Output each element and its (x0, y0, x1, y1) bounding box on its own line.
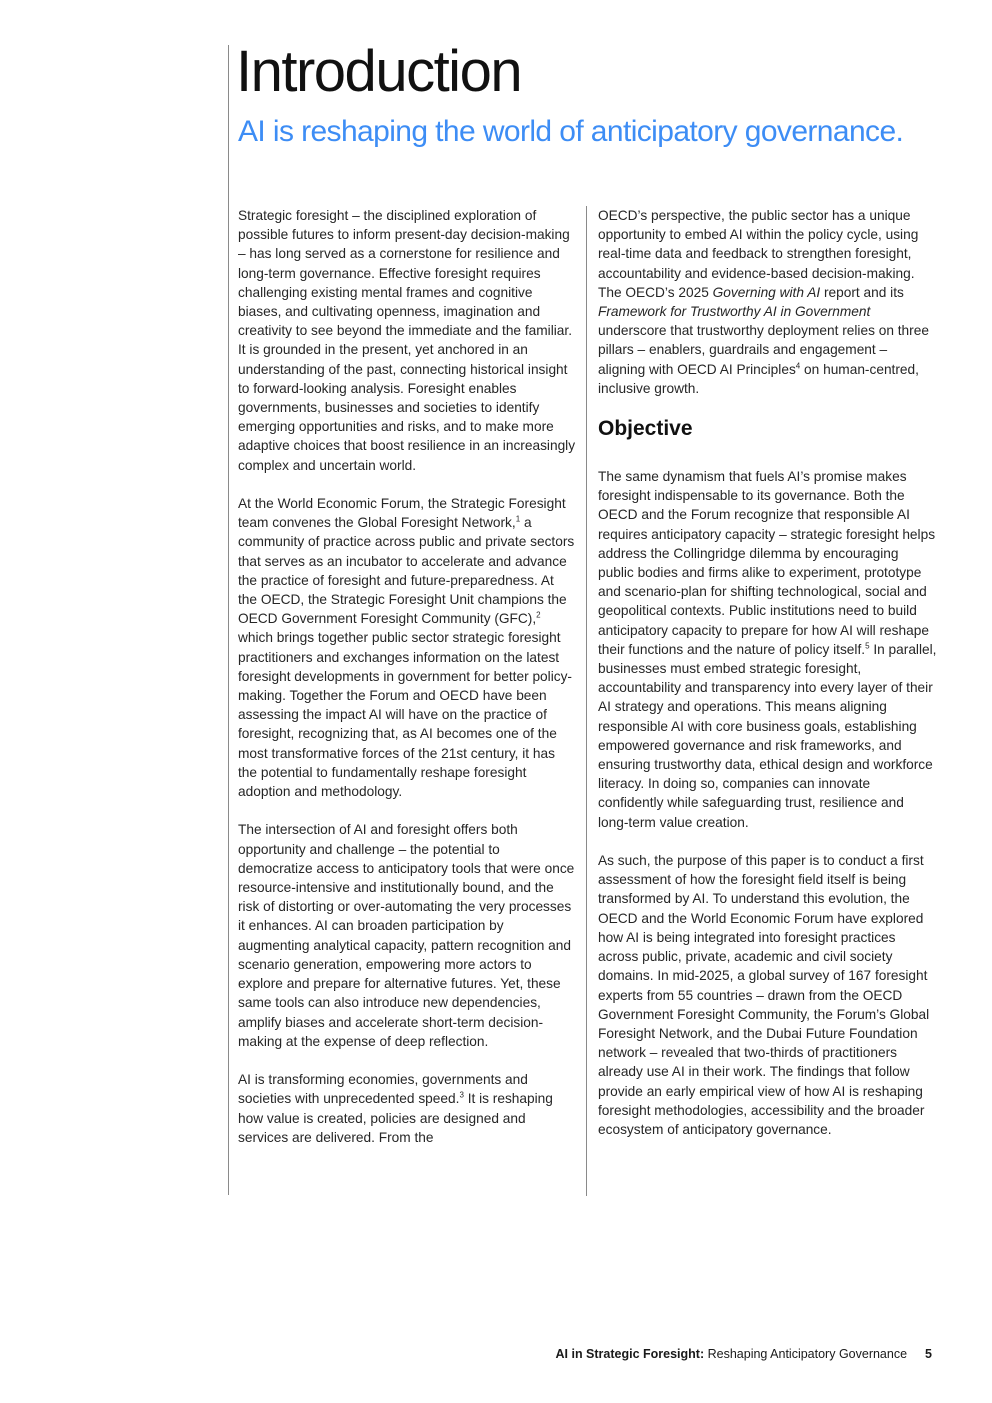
page-subtitle: AI is reshaping the world of anticipatory governance. (238, 115, 904, 148)
paragraph-text: underscore that trustworthy deployment relies on three pillars – enablers, guardrails and engagement – aligning with OECD AI Principles (598, 323, 929, 377)
paragraph: Strategic foresight – the disciplined exploration of possible futures to inform present-day decision-making – has long served as a cornerstone for resilience and long-term governance. Effective foresight requires challenging existing mental frames and cognitive biases, and cultivating openness, imagination and creativity to see beyond the immediate and the familiar. It is grounded in the present, yet anchored in an understanding of the past, connecting historical insight to forward-looking analysis. Foresight enables governments, businesses and societies to identify emerging opportunities and risks, and to make more adaptive choices that boost resilience in an increasingly complex and uncertain world. (238, 208, 576, 473)
footnote-ref[interactable]: 3 (459, 1090, 464, 1100)
column-divider (586, 206, 587, 1196)
title-rule (228, 45, 229, 1195)
paragraph (238, 494, 576, 801)
paragraph (598, 206, 938, 398)
right-column (598, 206, 938, 1139)
paragraph (598, 467, 938, 832)
paragraph-text: a community of practice across public and private sectors that serves as an incubator to accelerate and advance the practice of foresight and future-preparedness. At the OECD, the Strategic Foresight Unit champions the OECD Government Foresight Community (GFC), (238, 515, 575, 627)
report-title-italic: Governing with AI (712, 284, 821, 300)
paragraph-text: which brings together public sector strategic foresight practitioners and exchanges information on the latest foresight developments in government for better policy-making. Together the Forum and OECD have been assessing the impact AI will have on the practice of foresight, recognizing that, as AI becomes one of the most transformative forces of the 21st century, it has the potential to fundamentally reshape foresight adoption and methodology. (238, 630, 572, 800)
paragraph: The intersection of AI and foresight offers both opportunity and challenge – the potential to democratize access to anticipatory tools that were once resource-intensive and institutionally bound, and the risk of distorting or over-automating the very processes it enhances. AI can broaden participation by augmenting analytical capacity, pattern recognition and scenario generation, empowering more actors to explore and prepare for alternative futures. Yet, these same tools can also introduce new dependencies, amplify biases and accelerate short-term decision-making at the expense of deep reflection. (238, 822, 575, 1049)
paragraph-text: on human-centred, inclusive growth. (598, 361, 919, 396)
footer-report-title: AI in Strategic Foresight: (555, 1347, 705, 1361)
footnote-ref[interactable]: 5 (865, 641, 870, 651)
paragraph-text: AI is transforming economies, governments and societies with unprecedented speed. (238, 1072, 528, 1107)
paragraph-text: In parallel, businesses must embed strategic foresight, accountability and transparency into every layer of their AI strategy and operations. This means aligning responsible AI with core business goals, establishing empowered governance and risk frameworks, and ensuring trustworthy data, ethical design and workforce literacy. In doing so, companies can innovate confidently while safeguarding trust, resilience and long-term value creation. (598, 641, 937, 830)
footnote-ref[interactable]: 2 (536, 610, 541, 620)
section-heading-objective: Objective (598, 417, 693, 441)
page-title: Introduction (236, 39, 522, 104)
paragraph (238, 1070, 576, 1147)
footnote-ref[interactable]: 4 (795, 361, 801, 371)
page-footer (556, 1346, 933, 1362)
footer-report-subtitle: Reshaping Anticipatory Governance (704, 1347, 908, 1361)
paragraph-text: OECD’s perspective, the public sector has a unique opportunity to embed AI within the policy cycle, using real-time data and feedback to strengthen foresight, accountability and evidence-based decision-making. The OECD’s 2025 (598, 208, 919, 300)
framework-title-italic: Framework for Trustworthy AI in Government (598, 304, 871, 320)
footnote-ref[interactable]: 1 (515, 514, 521, 524)
paragraph-text: The same dynamism that fuels AI’s promise makes foresight indispensable to its governance. Both the OECD and the Forum recognize that responsible AI requires anticipatory capacity – strategic foresight helps address the Collingridge dilemma by encouraging public bodies and firms alike to experiment, prototype and scenario-plan for shifting technological, social and geopolitical contexts. Public institutions need to build anticipatory capacity to prepare for how AI will reshape their functions and the nature of policy itself. (598, 469, 936, 657)
page-number: 5 (925, 1347, 932, 1361)
paragraph-text: report and its (820, 284, 904, 300)
paragraph: As such, the purpose of this paper is to conduct a first assessment of how the foresight field itself is being transformed by AI. To understand this evolution, the OECD and the World Economic Forum have explored how AI is being integrated into foresight practices across public, private, academic and civil society domains. In mid-2025, a global survey of 167 foresight experts from 55 countries – drawn from the OECD Government Foresight Community, the Forum’s Global Foresight Network, and the Dubai Future Foundation network – revealed that two-thirds of practitioners already use AI in their work. The findings that follow provide an early empirical view of how AI is reshaping foresight methodologies, accessibility and the broader ecosystem of anticipatory governance. (598, 853, 930, 1137)
paragraph-text: It is reshaping how value is created, policies are designed and services are delivered. From the (238, 1091, 553, 1145)
left-column (238, 206, 576, 1147)
paragraph-text: At the World Economic Forum, the Strategic Foresight team convenes the Global Foresight Network, (238, 496, 566, 531)
